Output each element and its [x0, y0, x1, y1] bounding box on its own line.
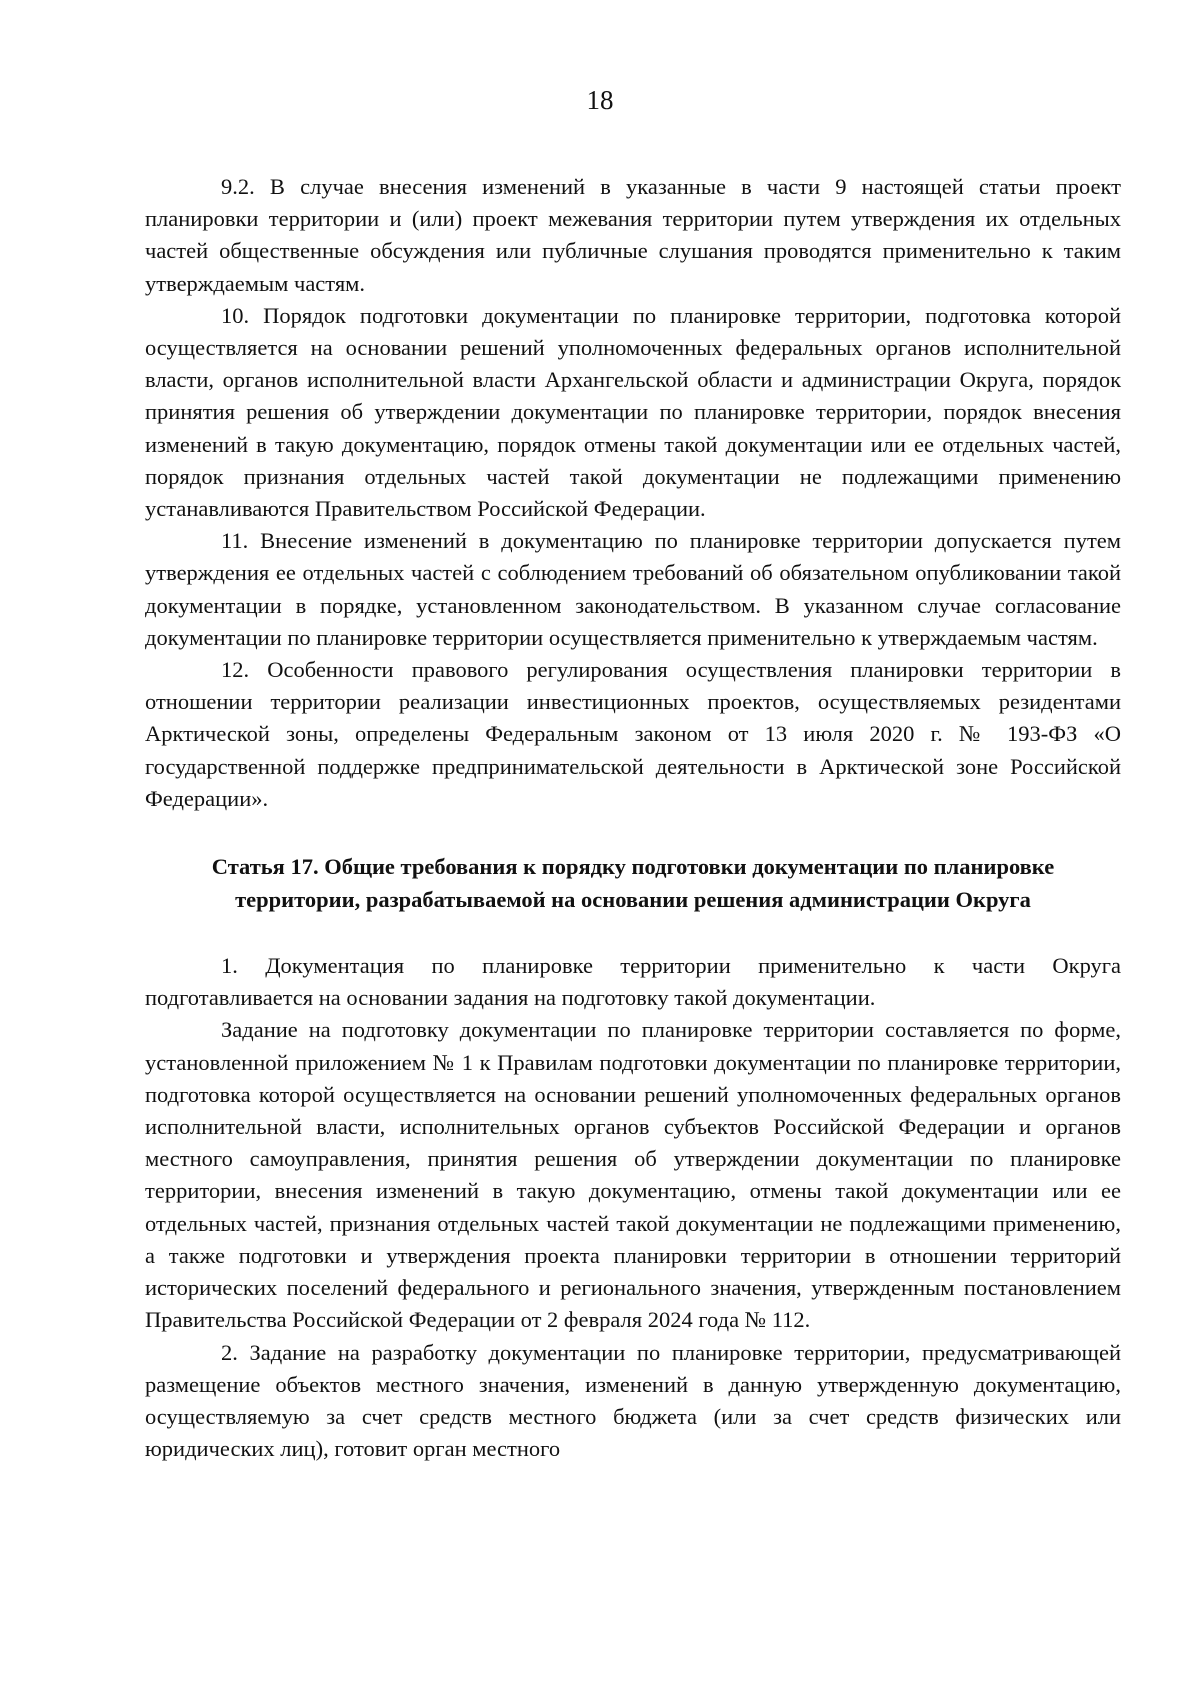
paragraph-assignment: Задание на подготовку документации по планировке территории составляется по форме, установленной приложением № 1 к Правилам подготовки документации по планировке территории, подготовка которой осуществляется на основании решений уполномоченных федеральных органов исполнительной власти, исполнительных органов субъектов Российской Федерации и органов местного самоуправления, принятия решения об утверждении документации по планировке территории, внесения изменений в такую документацию, отмены такой документации или ее отдельных частей, признания отдельных частей такой документации не подлежащими применению, а также подготовки и утверждения проекта планировки территории в отношении территорий исторических поселений федерального и регионального значения, утвержденным постановлением Правительства Российской Федерации от 2 февраля 2024 года № 112.: [145, 1017, 1121, 1333]
paragraph-17-1: 1. Документация по планировке территории применительно к части Округа подготавливается на основании задания на подготовку такой документации.: [145, 953, 1121, 1011]
page-number: 18: [586, 85, 614, 115]
article-heading-line-2: территории, разрабатываемой на основании решения администрации Округа: [235, 887, 1031, 913]
article-17-heading: [145, 850, 1121, 916]
paragraph-11: 11. Внесение изменений в документацию по планировке территории допускается путем утверждения ее отдельных частей с соблюдением требований об обязательном опубликовании такой документации в порядке, установленном законодательством. В указанном случае согласование документации по планировке территории осуществляется применительно к утверждаемым частям.: [145, 528, 1121, 650]
paragraph-9-2: 9.2. В случае внесения изменений в указанные в части 9 настоящей статьи проект планировки территории и (или) проект межевания территории путем утверждения их отдельных частей общественные обсуждения или публичные слушания проводятся применительно к таким утверждаемым частям.: [145, 174, 1121, 296]
paragraph-17-2: 2. Задание на разработку документации по планировке территории, предусматривающей размещение объектов местного значения, изменений в данную утвержденную документацию, осуществляемую за счет средств местного бюджета (или за счет средств физических или юридических лиц), готовит орган местного: [145, 1339, 1121, 1462]
paragraph-12: 12. Особенности правового регулирования осуществления планировки территории в отношении территории реализации инвестиционных проектов, осуществляемых резидентами Арктической зоны, определены Федеральным законом от 13 июля 2020 г. № 193-ФЗ «О государственной поддержке предпринимательской деятельности в Арктической зоне Российской Федерации».: [145, 657, 1121, 811]
article-heading-line-1: Статья 17. Общие требования к порядку подготовки документации по планировке: [211, 854, 1055, 880]
paragraph-10: 10. Порядок подготовки документации по планировке территории, подготовка которой осуществляется на основании решений уполномоченных федеральных органов исполнительной власти, органов исполнительной власти Архангельской области и администрации Округа, порядок принятия решения об утверждении документации по планировке территории, порядок внесения изменений в такую документацию, порядок отмены такой документации или ее отдельных частей, порядок признания отдельных частей такой документации не подлежащими применению устанавливаются Правительством Российской Федерации.: [145, 302, 1121, 522]
document-body: [145, 171, 1121, 1465]
